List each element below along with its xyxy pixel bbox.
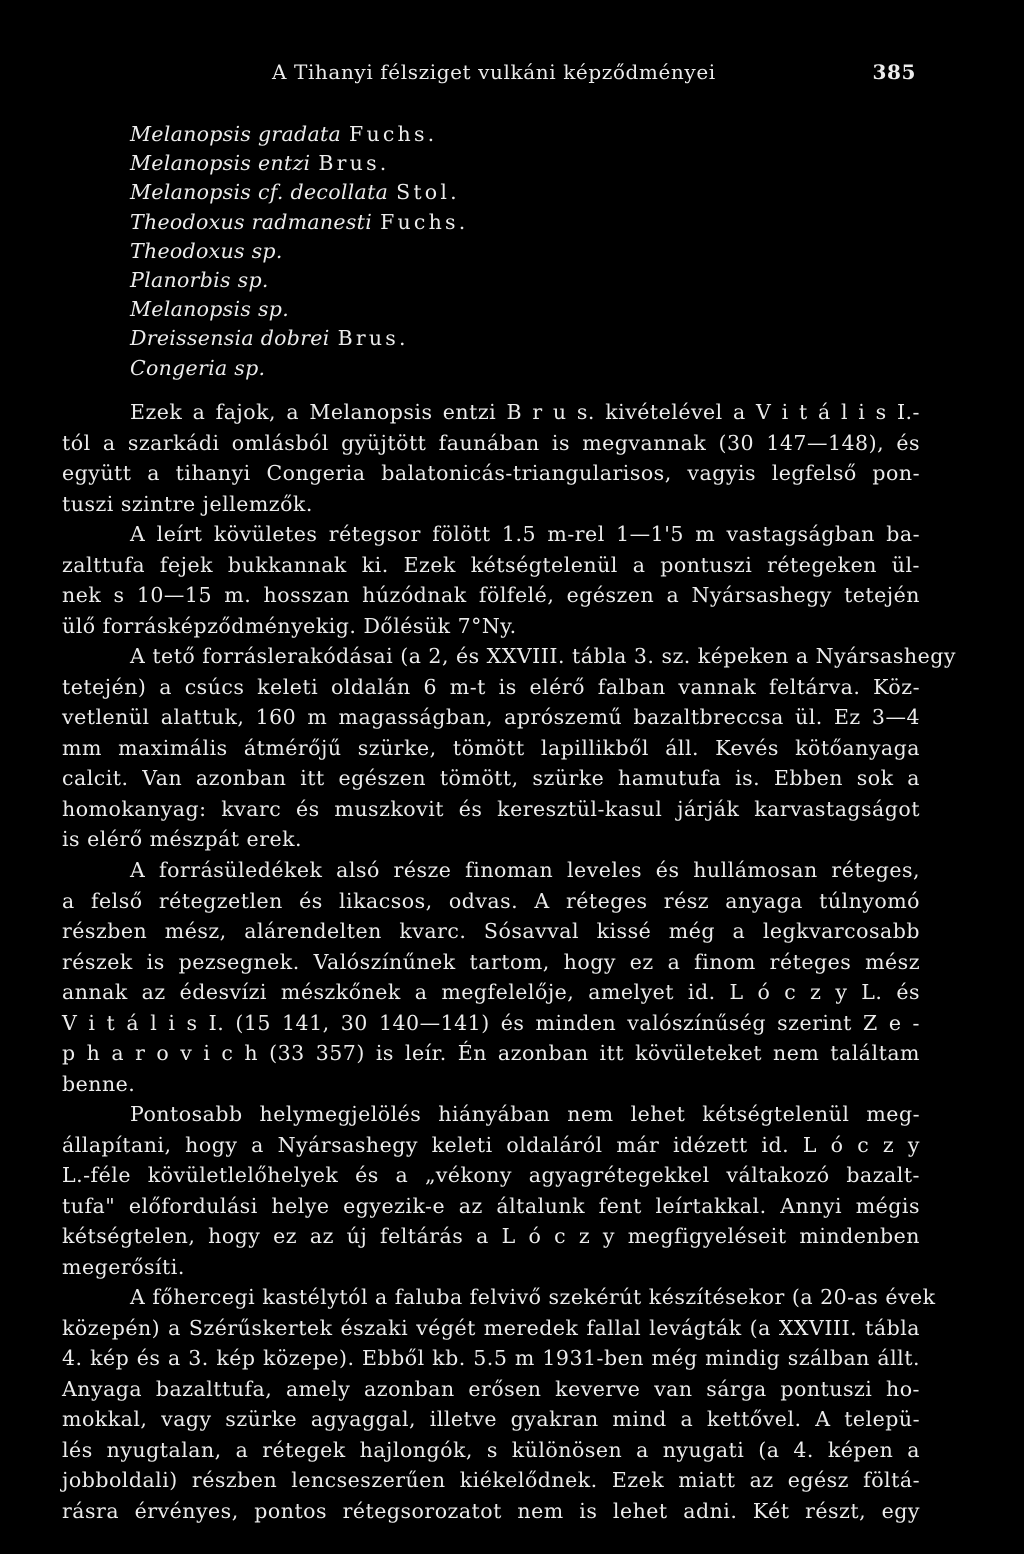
- text-line: mokkal, vagy szürke agyaggal, illetve gyakran mind a kettővel. A telepü-: [62, 1407, 920, 1431]
- text-line: kétségtelen, hogy ez az új feltárás a L ó c z y megfigyeléseit mindenben: [62, 1224, 920, 1248]
- species-item: Melanopsis entzi Brus.: [130, 151, 390, 176]
- paragraph-spring-deposits: [62, 641, 956, 855]
- text-line: vetlenül alattuk, 160 m magasságban, aprószemű bazaltbreccsa ül. Ez 3—4: [62, 705, 920, 729]
- text-line: A főhercegi kastélytól a faluba felvivő szekérút készítésekor (a 20-as évek: [130, 1285, 936, 1309]
- paragraph-fauna-comparison: [62, 397, 920, 519]
- paragraph-spring-sediments: [62, 855, 920, 1099]
- text-line: V i t á l i s I. (15 141, 30 140—141) és minden valószínűség szerint Z e -: [62, 1010, 920, 1035]
- text-line: homokanyag: kvarc és muszkovit és keresztül-kasul járják karvastagságot: [62, 796, 920, 821]
- text-line: nek s 10—15 m. hosszan húzódnak fölfelé, egészen a Nyársashegy tetején: [62, 583, 920, 607]
- text-line: A leírt kövületes rétegsor fölött 1.5 m-rel 1—1'5 m vastagságban ba-: [130, 522, 920, 546]
- text-line: A tető forráslerakódásai (a 2, és XXVIII. tábla 3. sz. képeken a Nyársashegy: [130, 644, 956, 668]
- text-line: Pontosabb helymegjelölés hiányában nem lehet kétségtelenül meg-: [130, 1102, 920, 1126]
- text-line: calcit. Van azonban itt egészen tömött, szürke hamutufa is. Ebben sok a: [62, 766, 920, 790]
- text-line: Anyaga bazalttufa, amely azonban erősen keverve van sárga pontuszi ho-: [62, 1376, 920, 1401]
- text-line: annak az édesvízi mészkőnek a megfelelője, amelyet id. L ó c z y L. és: [62, 980, 920, 1004]
- text-line: p h a r o v i c h (33 357) is leír. Én azonban itt kövületeket nem találtam: [62, 1041, 920, 1065]
- text-line: is elérő mészpát erek.: [62, 827, 303, 851]
- text-line: közepén) a Szérűskertek északi végét meredek fallal levágták (a XXVIII. tábla: [62, 1315, 920, 1340]
- text-line: lés nyugtalan, a rétegek hajlongók, s különösen a nyugati (a 4. képen a: [62, 1437, 920, 1462]
- text-line: együtt a tihanyi Congeria balatonicás-triangularisos, vagyis legfelső pon-: [62, 461, 920, 485]
- text-line: megerősíti.: [62, 1254, 185, 1279]
- species-item: Melanopsis sp.: [130, 297, 290, 322]
- text-line: tól a szarkádi omlásból gyüjtött faunában is megvannak (30 147—148), és: [62, 430, 920, 455]
- running-header: [0, 56, 1024, 92]
- species-item: Congeria sp.: [130, 355, 266, 380]
- text-line: tufa" előfordulási helye egyezik-e az általunk fent leírtakkal. Annyi mégis: [62, 1193, 920, 1218]
- text-line: a felső rétegzetlen és likacsos, odvas. A réteges rész anyaga túlnyomó: [62, 888, 920, 913]
- text-line: jobboldali) részben lencseszerűen kiékelődnek. Ezek miatt az egész föltá-: [62, 1468, 920, 1492]
- species-item: Planorbis sp.: [130, 268, 269, 293]
- species-item: Theodoxus radmanesti Fuchs.: [130, 209, 469, 234]
- text-line: Ezek a fajok, a Melanopsis entzi B r u s. kivételével a V i t á l i s I.-: [130, 400, 920, 424]
- text-line: benne.: [62, 1071, 136, 1096]
- species-item: Theodoxus sp.: [130, 238, 283, 263]
- species-list: [130, 120, 950, 383]
- text-line: rásra érvényes, pontos rétegsorozatot nem is lehet adni. Két részt, egy: [62, 1498, 920, 1523]
- text-line: részek is pezsegnek. Valószínűnek tartom, hogy ez a finom réteges mész: [62, 949, 920, 974]
- text-line: részben mész, alárendelten kvarc. Sósavval kissé még a legkvarcosabb: [62, 919, 920, 943]
- text-line: mm maximális átmérőjű szürke, tömött lapillikből áll. Kevés kötőanyaga: [62, 735, 920, 760]
- page-number: 385: [872, 60, 916, 84]
- text-line: ülő forrásképződményekig. Dőlésük 7°Ny.: [62, 613, 517, 638]
- text-line: A forrásüledékek alsó része finoman leveles és hullámosan réteges,: [130, 858, 920, 882]
- text-line: 4. kép és a 3. kép közepe). Ebből kb. 5.5 m 1931-ben még mindig szálban állt.: [62, 1346, 920, 1370]
- paragraph-basalt-tuff: [62, 519, 920, 641]
- running-title: A Tihanyi félsziget vulkáni képződményei: [272, 60, 716, 84]
- text-line: L.-féle kövületlelőhelyek és a „vékony agyagrétegekkel váltakozó bazalt-: [62, 1163, 920, 1187]
- species-item: Dreissensia dobrei Brus.: [130, 326, 409, 351]
- text-line: állapítani, hogy a Nyársashegy keleti oldaláról már idézett id. L ó c z y: [62, 1132, 920, 1157]
- text-line: tuszi szintre jellemzők.: [62, 491, 313, 516]
- species-item: Melanopsis cf. decollata Stol.: [130, 180, 460, 205]
- paragraph-locality: [62, 1099, 920, 1282]
- text-line: zalttufa fejek bukkannak ki. Ezek kétségtelenül a pontuszi rétegeken ül-: [62, 552, 920, 577]
- species-item: Melanopsis gradata Fuchs.: [130, 122, 438, 146]
- paragraph-road-cut: [62, 1282, 936, 1526]
- text-line: tetején) a csúcs keleti oldalán 6 m-t is elérő falban vannak feltárva. Köz-: [62, 674, 920, 699]
